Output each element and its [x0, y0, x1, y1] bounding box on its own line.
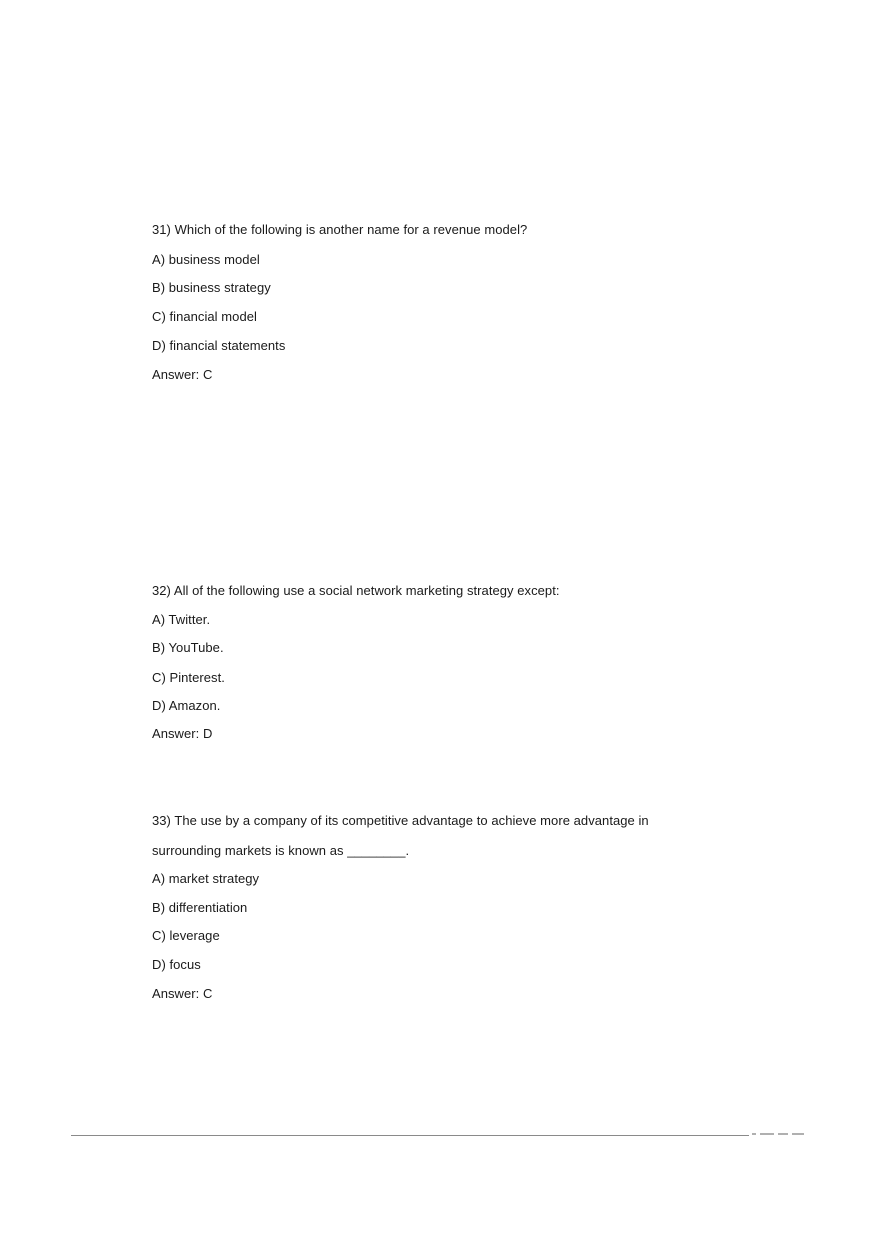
question-stem: 32) All of the following use a social network marketing strategy except: — [152, 583, 560, 598]
answer-option-d: D) financial statements — [152, 338, 286, 353]
answer-option-b: B) YouTube. — [152, 640, 224, 655]
answer-option-a: A) market strategy — [152, 871, 260, 886]
footer-faint-text — [752, 1130, 812, 1136]
answer-key: Answer: C — [152, 367, 213, 382]
answer-option-d: D) Amazon. — [152, 698, 221, 713]
answer-option-a: A) business model — [152, 252, 260, 267]
answer-key: Answer: C — [152, 986, 213, 1001]
question-stem-continuation: surrounding markets is known as ________. — [152, 843, 410, 858]
answer-option-b: B) business strategy — [152, 280, 271, 295]
question-stem: 31) Which of the following is another name for a revenue model? — [152, 222, 528, 237]
answer-option-a: A) Twitter. — [152, 612, 211, 627]
question-stem: 33) The use by a company of its competitive advantage to achieve more advantage in — [152, 813, 649, 828]
answer-option-b: B) differentiation — [152, 900, 248, 915]
footer-divider — [71, 1135, 749, 1136]
answer-option-c: C) leverage — [152, 928, 220, 943]
answer-option-c: C) Pinterest. — [152, 670, 225, 685]
answer-option-c: C) financial model — [152, 309, 257, 324]
answer-option-d: D) focus — [152, 957, 201, 972]
answer-key: Answer: D — [152, 726, 213, 741]
